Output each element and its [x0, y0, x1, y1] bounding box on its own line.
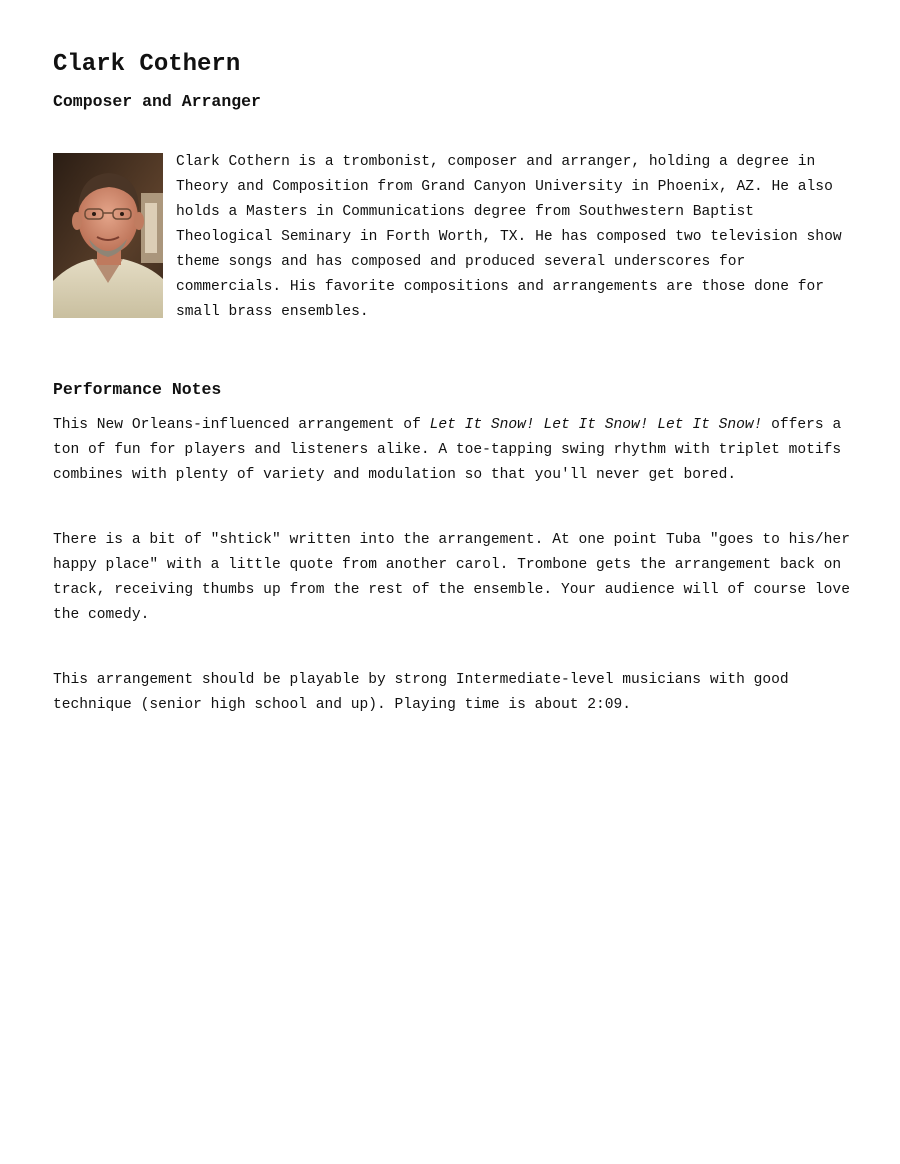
bio-text: Clark Cothern is a trombonist, composer and arranger, holding a degree in Theory and Composition from Grand Canyon University in Phoenix, AZ. He also holds a Masters in Communications degree from Southwestern Baptist Theological Seminary in Forth Worth, TX. He has composed two television show theme songs and has composed and produced several underscores for commercials. His favorite compositions and arrangements are those done for small brass ensembles.	[176, 154, 842, 320]
notes-paragraph-1	[53, 413, 853, 488]
notes-paragraph-1-start: This New Orleans-influenced arrangement of	[53, 417, 430, 433]
notes-paragraph-1-end: offers a ton of fun for players and listeners alike. A toe-tapping swing rhythm with triplet motifs combines with plenty of variety and modulation so that you'll never get bored.	[53, 417, 842, 483]
portrait-photo-icon	[53, 153, 163, 318]
notes-paragraph-2: There is a bit of "shtick" written into the arrangement. At one point Tuba "goes to his/her happy place" with a little quote from another carol. Trombone gets the arrangement back on track, receiving thumbs up from the rest of the ensemble. Your audience will of course love the comedy.	[53, 532, 850, 623]
page-subtitle: Composer and Arranger	[53, 92, 261, 111]
song-title: Let It Snow! Let It Snow! Let It Snow!	[429, 417, 763, 433]
notes-paragraph-3: This arrangement should be playable by strong Intermediate-level musicians with good technique (senior high school and up). Playing time is about 2:09.	[53, 672, 789, 713]
performance-notes-heading: Performance Notes	[53, 380, 222, 399]
page-title: Clark Cothern	[53, 51, 241, 78]
